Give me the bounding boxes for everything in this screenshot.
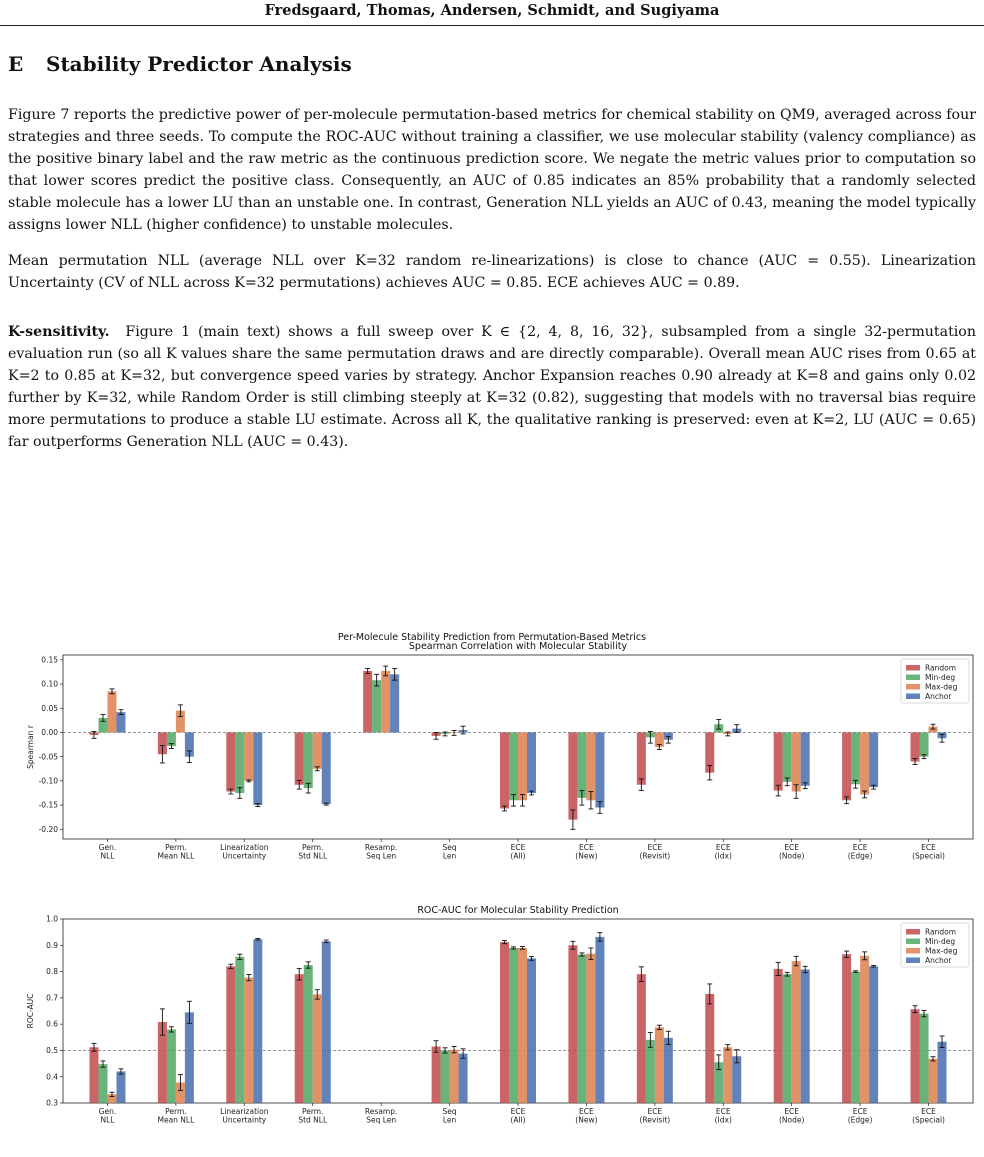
chart1-xtick-label: ECE bbox=[784, 843, 800, 852]
chart1-xtick-label: (Special) bbox=[912, 851, 945, 861]
chart1-ytick-label: 0.10 bbox=[41, 679, 58, 689]
chart1-bar bbox=[586, 732, 595, 800]
paragraph-3-lead: K-sensitivity. bbox=[8, 324, 110, 340]
chart1-xtick-label: Perm. bbox=[301, 843, 324, 852]
chart2-bar bbox=[509, 948, 518, 1103]
chart2-bar bbox=[723, 1047, 732, 1103]
chart1-bar bbox=[363, 671, 372, 732]
chart2-xtick-label: (New) bbox=[575, 1115, 598, 1125]
chart1-bar bbox=[774, 732, 783, 790]
chart1-bar bbox=[253, 732, 262, 805]
header-rule bbox=[0, 25, 984, 26]
chart2-xtick-label: (Node) bbox=[778, 1115, 805, 1125]
chart2-bar bbox=[313, 994, 322, 1103]
chart2-xtick-label: Std NLL bbox=[298, 1115, 328, 1125]
chart2-xtick-label: ECE bbox=[852, 1107, 868, 1116]
chart2-legend-label: Max-deg bbox=[925, 946, 958, 956]
chart1-xtick-label: ECE bbox=[510, 843, 526, 852]
chart1-bar bbox=[313, 732, 322, 768]
chart2-xtick-label: Perm. bbox=[301, 1107, 324, 1116]
chart2-ytick-label: 0.8 bbox=[46, 967, 58, 977]
chart1-bar bbox=[801, 732, 810, 785]
chart2-bar bbox=[801, 969, 810, 1103]
chart1-xtick-label: Linearization bbox=[220, 843, 269, 852]
chart2-bar bbox=[792, 961, 801, 1103]
chart2-bar bbox=[705, 994, 714, 1103]
chart1-legend-swatch bbox=[906, 694, 920, 700]
chart2-xtick-label: Mean NLL bbox=[157, 1115, 195, 1125]
chart1-bar bbox=[116, 712, 125, 732]
chart2-bar bbox=[500, 942, 509, 1103]
chart2-ytick-label: 1.0 bbox=[46, 914, 58, 924]
paragraph-1: Figure 7 reports the predictive power of per-molecule permutation-based metrics for chemical stability on QM9, averaged across four strategies and three seeds. To compute the ROC-AUC without training a classifier, we use molecular stability (valency compliance) as the positive binary label and the raw metric as the continuous prediction score. We negate the metric values prior to computation so that lower scores predict the positive class. Consequently, an AUC of 0.85 indicates an 85% probability that a randomly selected stable molecule has a lower LU than an unstable one. In contrast, Generation NLL yields an AUC of 0.43, meaning the model typically assigns lower NLL (higher confidence) to unstable molecules. bbox=[8, 107, 976, 233]
chart2-panel bbox=[26, 905, 973, 1125]
chart1-ytick-label: -0.10 bbox=[38, 776, 58, 786]
chart2-xtick-label: Resamp. bbox=[364, 1107, 398, 1116]
chart1-xtick-label: ECE bbox=[852, 843, 868, 852]
chart1-ytick-label: -0.15 bbox=[38, 800, 58, 810]
chart1-ytick-label: 0.05 bbox=[41, 703, 58, 713]
chart1-xtick-label: ECE bbox=[715, 843, 731, 852]
chart1-xtick-label: Resamp. bbox=[364, 843, 398, 852]
chart1-ytick-label: -0.20 bbox=[38, 824, 58, 834]
chart1-bar bbox=[577, 732, 586, 797]
chart2-bar bbox=[226, 966, 235, 1103]
chart2-bar bbox=[860, 956, 869, 1103]
chart1-bar bbox=[860, 732, 869, 794]
chart1-ylabel: Spearman r bbox=[26, 725, 35, 769]
chart2-bar bbox=[244, 978, 253, 1103]
chart2-xtick-label: ECE bbox=[784, 1107, 800, 1116]
chart1-ytick-label: 0.00 bbox=[41, 728, 58, 738]
chart1-xtick-label: Std NLL bbox=[298, 851, 328, 861]
chart2-bar bbox=[322, 941, 331, 1103]
figure-svg bbox=[0, 628, 984, 1153]
chart1-bar bbox=[869, 732, 878, 787]
chart1-xtick-label: Uncertainty bbox=[222, 851, 267, 861]
chart2-bar bbox=[304, 965, 313, 1103]
chart2-xtick-label: Gen. bbox=[98, 1107, 117, 1116]
chart2-bar bbox=[664, 1038, 673, 1103]
chart1-bar bbox=[509, 732, 518, 800]
chart1-xtick-label: NLL bbox=[100, 851, 115, 861]
chart2-bar bbox=[98, 1064, 107, 1103]
chart1-xtick-label: (Node) bbox=[778, 851, 805, 861]
paragraph-2: Mean permutation NLL (average NLL over K=32 random re-linearizations) is close to chance (AUC = 0.55). Linearization Uncertainty (CV of NLL across K=32 permutations) achieves AUC = 0.85. ECE achieves AUC = 0.89. bbox=[8, 253, 976, 291]
chart2-bar bbox=[527, 958, 536, 1103]
chart1-bar bbox=[911, 732, 920, 761]
chart2-xtick-label: NLL bbox=[100, 1115, 115, 1125]
chart1-legend-label: Max-deg bbox=[925, 682, 958, 692]
chart1-bar bbox=[568, 732, 577, 819]
chart1-bar bbox=[500, 732, 509, 808]
chart2-bar bbox=[637, 974, 646, 1103]
chart1-ytick-label: -0.05 bbox=[38, 752, 58, 762]
chart1-xtick-label: Len bbox=[442, 851, 457, 861]
figure-suptitle: Per-Molecule Stability Prediction from Permutation-Based Metrics bbox=[337, 632, 647, 643]
chart1-bar bbox=[295, 732, 304, 784]
chart2-xtick-label: (All) bbox=[510, 1115, 526, 1125]
chart1-bar bbox=[783, 732, 792, 781]
chart1-bar bbox=[226, 732, 235, 791]
chart2-xtick-label: ECE bbox=[715, 1107, 731, 1116]
chart2-bar bbox=[783, 974, 792, 1103]
chart2-bar bbox=[235, 957, 244, 1103]
chart1-xtick-label: ECE bbox=[647, 843, 663, 852]
chart2-bar bbox=[295, 974, 304, 1103]
chart2-bar bbox=[929, 1059, 938, 1103]
chart1-bar bbox=[851, 732, 860, 784]
chart2-bar bbox=[116, 1071, 125, 1103]
section-number: E bbox=[8, 52, 24, 76]
chart1-bar bbox=[792, 732, 801, 791]
section-title bbox=[8, 52, 352, 76]
chart2-bar bbox=[167, 1029, 176, 1103]
chart2-bar bbox=[646, 1040, 655, 1103]
chart1-xtick-label: Mean NLL bbox=[157, 851, 195, 861]
running-header: Fredsgaard, Thomas, Andersen, Schmidt, and Sugiyama bbox=[264, 2, 720, 19]
chart1-panel bbox=[26, 641, 973, 861]
chart2-bar bbox=[253, 939, 262, 1103]
chart2-xtick-label: Uncertainty bbox=[222, 1115, 267, 1125]
chart2-bar bbox=[938, 1042, 947, 1103]
chart2-ytick-label: 0.5 bbox=[46, 1046, 58, 1056]
chart2-ytick-label: 0.4 bbox=[46, 1072, 58, 1082]
chart1-bar bbox=[235, 732, 244, 793]
chart1-bar bbox=[381, 671, 390, 732]
chart1-bar bbox=[842, 732, 851, 800]
section-title-text: Stability Predictor Analysis bbox=[46, 52, 352, 76]
chart2-legend-label: Min-deg bbox=[925, 937, 956, 946]
chart1-xtick-label: (Edge) bbox=[847, 851, 873, 861]
chart2-ytick-label: 0.3 bbox=[46, 1098, 58, 1108]
chart2-bar bbox=[920, 1014, 929, 1103]
paragraph-3 bbox=[8, 321, 976, 453]
chart2-legend-label: Random bbox=[925, 927, 957, 937]
chart1-ytick-label: 0.15 bbox=[41, 655, 58, 665]
chart2-bar bbox=[459, 1054, 468, 1103]
chart1-bar bbox=[595, 732, 604, 807]
chart1-legend-swatch bbox=[906, 684, 920, 690]
chart2-bar bbox=[842, 954, 851, 1103]
chart2-ytick-label: 0.7 bbox=[46, 993, 58, 1003]
chart1-xtick-label: ECE bbox=[579, 843, 594, 852]
chart2-xtick-label: Seq Len bbox=[366, 1115, 397, 1125]
chart2-bar bbox=[89, 1047, 98, 1103]
chart2-legend-swatch bbox=[906, 958, 920, 964]
chart1-xtick-label: ECE bbox=[921, 843, 936, 852]
chart2-xtick-label: Seq bbox=[442, 1107, 457, 1116]
chart2-xtick-label: (Edge) bbox=[847, 1115, 873, 1125]
chart1-bar bbox=[244, 732, 253, 780]
chart1-xtick-label: (All) bbox=[510, 851, 526, 861]
chart1-xtick-label: Gen. bbox=[98, 843, 117, 852]
chart1-bar bbox=[304, 732, 313, 788]
chart2-xtick-label: (Special) bbox=[912, 1115, 945, 1125]
chart2-xtick-label: Linearization bbox=[220, 1107, 269, 1116]
chart2-xtick-label: ECE bbox=[647, 1107, 663, 1116]
chart2-bar bbox=[518, 948, 527, 1103]
chart2-bar bbox=[450, 1050, 459, 1103]
chart1-legend-swatch bbox=[906, 665, 920, 671]
chart1-title: Spearman Correlation with Molecular Stability bbox=[408, 641, 628, 652]
chart1-legend-label: Min-deg bbox=[925, 673, 956, 682]
figure-7 bbox=[0, 628, 984, 1153]
chart2-bar bbox=[774, 969, 783, 1103]
chart1-bar bbox=[637, 732, 646, 784]
chart2-xtick-label: Len bbox=[442, 1115, 457, 1125]
chart2-xtick-label: ECE bbox=[921, 1107, 936, 1116]
chart2-title: ROC-AUC for Molecular Stability Prediction bbox=[417, 905, 619, 916]
chart2-bar bbox=[655, 1027, 664, 1103]
chart2-bar bbox=[441, 1050, 450, 1103]
chart1-xtick-label: (Revisit) bbox=[639, 851, 671, 861]
chart2-bar bbox=[568, 945, 577, 1103]
chart1-bar bbox=[322, 732, 331, 804]
chart2-ylabel: ROC-AUC bbox=[26, 993, 35, 1029]
chart1-legend-label: Anchor bbox=[925, 692, 952, 701]
chart2-bar bbox=[869, 966, 878, 1103]
chart2-xtick-label: Perm. bbox=[165, 1107, 187, 1116]
chart2-ytick-label: 0.9 bbox=[46, 940, 58, 950]
chart1-bar bbox=[372, 680, 381, 732]
chart2-bar bbox=[185, 1012, 194, 1103]
chart2-bar bbox=[577, 954, 586, 1103]
paragraph-3-body: Figure 1 (main text) shows a full sweep over K ∈ {2, 4, 8, 16, 32}, subsampled from a single 32-permutation evaluation run (so all K values share the same permutation draws and are directly comparable). Overall mean AUC rises from 0.65 at K=2 to 0.85 at K=32, but convergence speed varies by strategy. Anchor Expansion reaches 0.90 already at K=8 and gains only 0.02 further by K=32, while Random Order is still climbing steeply at K=32 (0.82), suggesting that models with no traversal bias require more permutations to produce a stable LU estimate. Across all K, the qualitative ranking is preserved: even at K=2, LU (AUC = 0.65) far outperforms Generation NLL (AUC = 0.43). bbox=[8, 324, 976, 450]
chart2-xtick-label: ECE bbox=[579, 1107, 594, 1116]
chart2-xtick-label: (Revisit) bbox=[639, 1115, 671, 1125]
chart2-bar bbox=[432, 1046, 441, 1103]
chart1-xtick-label: Seq Len bbox=[366, 851, 397, 861]
chart1-xtick-label: Perm. bbox=[165, 843, 187, 852]
chart1-bar bbox=[390, 674, 399, 732]
chart1-xtick-label: Seq bbox=[442, 843, 457, 852]
chart2-bar bbox=[595, 937, 604, 1103]
chart1-xtick-label: (Idx) bbox=[714, 851, 732, 861]
chart1-bar bbox=[518, 732, 527, 800]
chart2-legend-swatch bbox=[906, 948, 920, 954]
chart2-legend-swatch bbox=[906, 939, 920, 945]
chart2-ytick-label: 0.6 bbox=[46, 1019, 58, 1029]
chart1-bar bbox=[920, 732, 929, 756]
chart1-xtick-label: (New) bbox=[575, 851, 598, 861]
chart1-legend-swatch bbox=[906, 675, 920, 681]
chart2-bar bbox=[911, 1009, 920, 1103]
chart2-legend-label: Anchor bbox=[925, 956, 952, 965]
chart2-bar bbox=[586, 954, 595, 1103]
chart2-xtick-label: (Idx) bbox=[714, 1115, 732, 1125]
chart2-legend-swatch bbox=[906, 929, 920, 935]
chart1-bar bbox=[527, 732, 536, 793]
chart1-legend-label: Random bbox=[925, 663, 957, 673]
chart2-bar bbox=[851, 972, 860, 1103]
chart2-xtick-label: ECE bbox=[510, 1107, 526, 1116]
chart1-bar bbox=[107, 691, 116, 732]
